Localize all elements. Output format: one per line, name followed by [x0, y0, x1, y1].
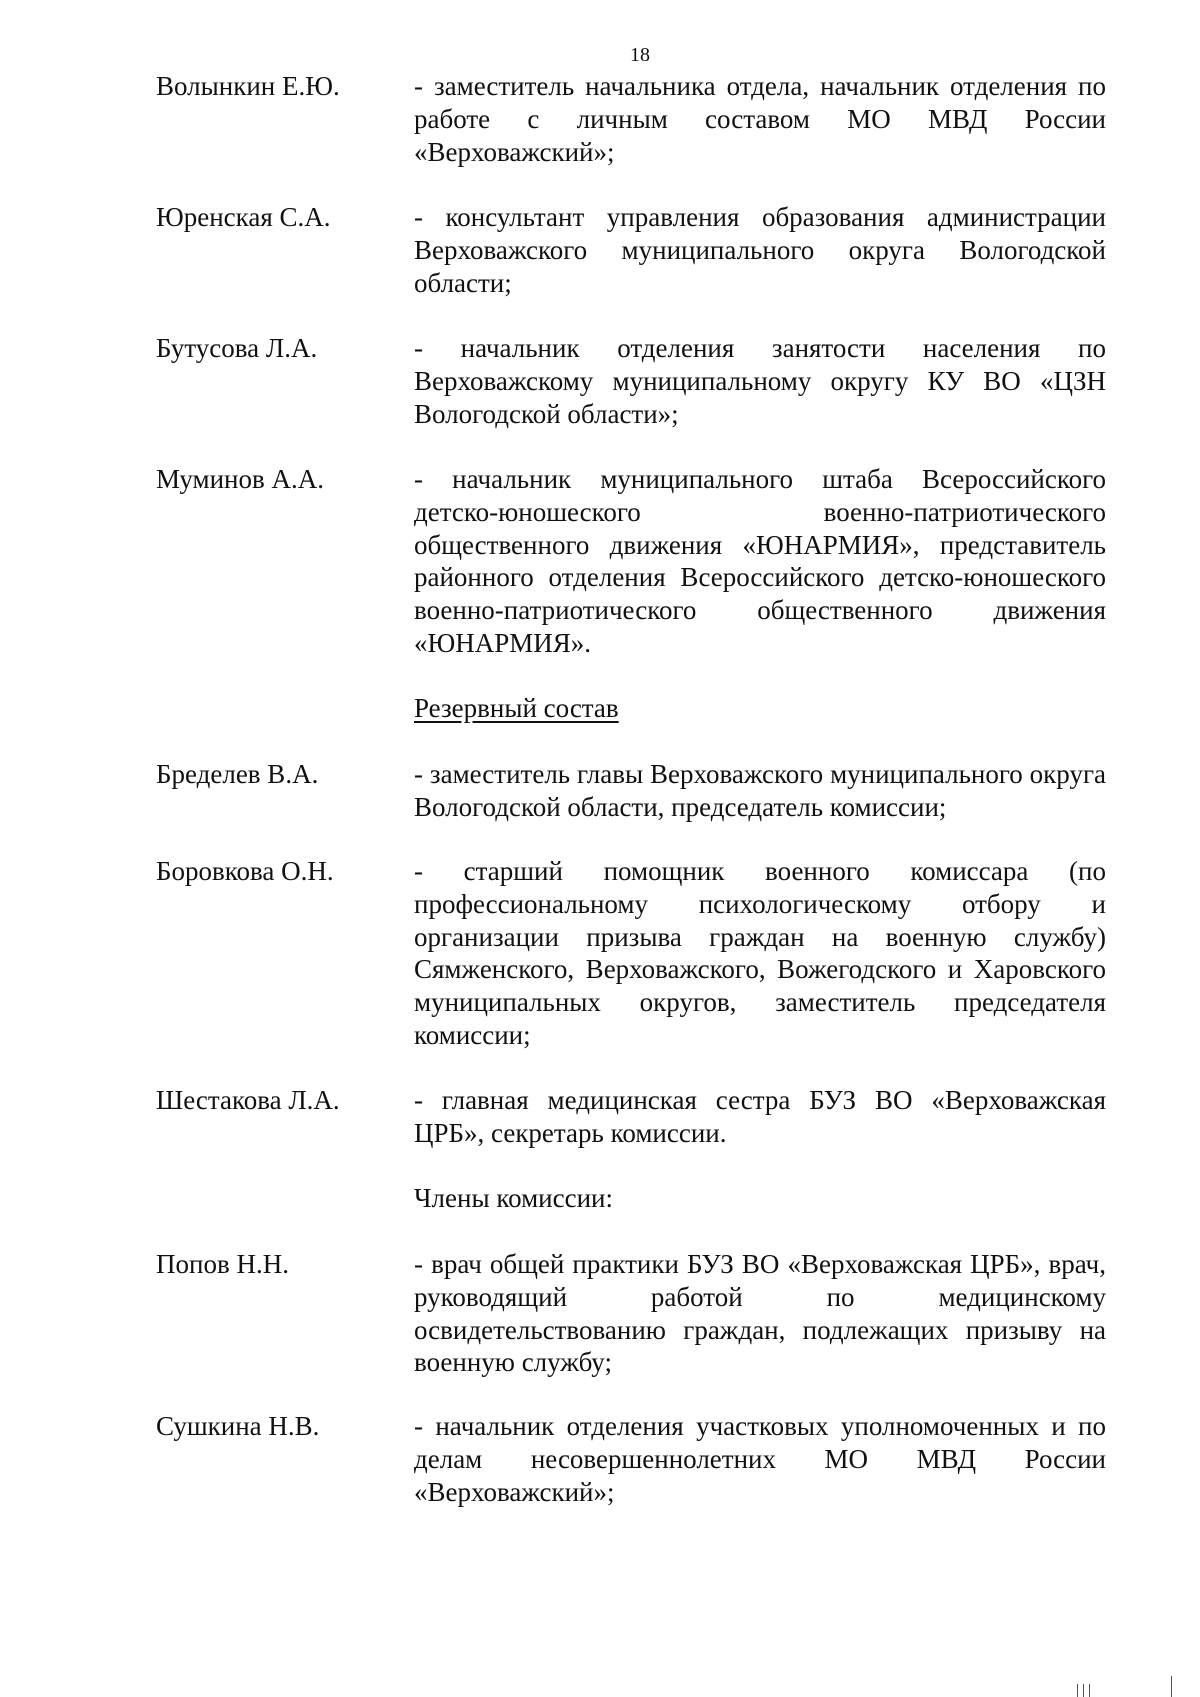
member-description: - начальник муниципального штаба Всероссийского детско-юношеского военно-патриотического общественного движения «ЮНАРМИЯ», представитель районного отделения Всероссийского детско-юношеского военно-патриотического общественного движения «ЮНАРМИЯ».: [414, 464, 1106, 658]
member-description: - заместитель главы Верховажского муниципального округа Вологодской области, председатель комиссии;: [414, 759, 1106, 822]
member-description: - заместитель начальника отдела, начальник отделения по работе с личным составом МО МВД России «Верховажский»;: [414, 71, 1106, 167]
list-item: [156, 332, 1106, 430]
member-name: Боровкова О.Н.: [156, 856, 334, 886]
page-number: 18: [630, 44, 650, 66]
member-description: - начальник отделения занятости населения по Верховажскому муниципальному округу КУ ВО «ЦЗН Вологодской области»;: [414, 333, 1106, 429]
scan-artifact: [1089, 1684, 1090, 1697]
members-heading: Члены комиссии:: [414, 1183, 613, 1213]
list-item: [156, 201, 1106, 299]
list-item: [156, 1084, 1106, 1150]
scan-artifact: [1083, 1684, 1084, 1697]
list-item: [156, 758, 1106, 824]
member-name: Юренская С.А.: [156, 202, 331, 232]
list-item: [156, 70, 1106, 168]
scan-artifact: [1077, 1684, 1078, 1697]
member-description: - врач общей практики БУЗ ВО «Верховажская ЦРБ», врач, руководящий работой по медицинскому освидетельствованию граждан, подлежащих призыву на военную службу;: [414, 1249, 1106, 1378]
list-item: [156, 1410, 1106, 1508]
member-name: Сушкина Н.В.: [156, 1411, 320, 1441]
member-description: - начальник отделения участковых уполномоченных и по делам несовершеннолетних МО МВД России «Верховажский»;: [414, 1411, 1106, 1507]
reserve-heading: Резервный состав: [414, 693, 619, 723]
member-description: - консультант управления образования администрации Верховажского муниципального округа Вологодской области;: [414, 202, 1106, 298]
member-description: - старший помощник военного комиссара (по профессиональному психологическому отбору и организации призыва граждан на военную службу) Сямженского, Верховажского, Вожегодского и Харовского муниципальных округов, заместитель председателя комиссии;: [414, 856, 1106, 1050]
member-name: Волынкин Е.Ю.: [156, 71, 340, 101]
list-item: [156, 855, 1106, 1052]
member-name: Муминов А.А.: [156, 464, 324, 494]
list-item: [156, 1248, 1106, 1379]
member-description: - главная медицинская сестра БУЗ ВО «Верховажская ЦРБ», секретарь комиссии.: [414, 1085, 1106, 1148]
member-name: Попов Н.Н.: [156, 1249, 289, 1279]
member-name: Бределев В.А.: [156, 759, 319, 789]
scan-artifact: [1171, 1676, 1172, 1697]
member-name: Бутусова Л.А.: [156, 333, 318, 363]
member-name: Шестакова Л.А.: [156, 1085, 340, 1115]
list-item: [156, 463, 1106, 660]
